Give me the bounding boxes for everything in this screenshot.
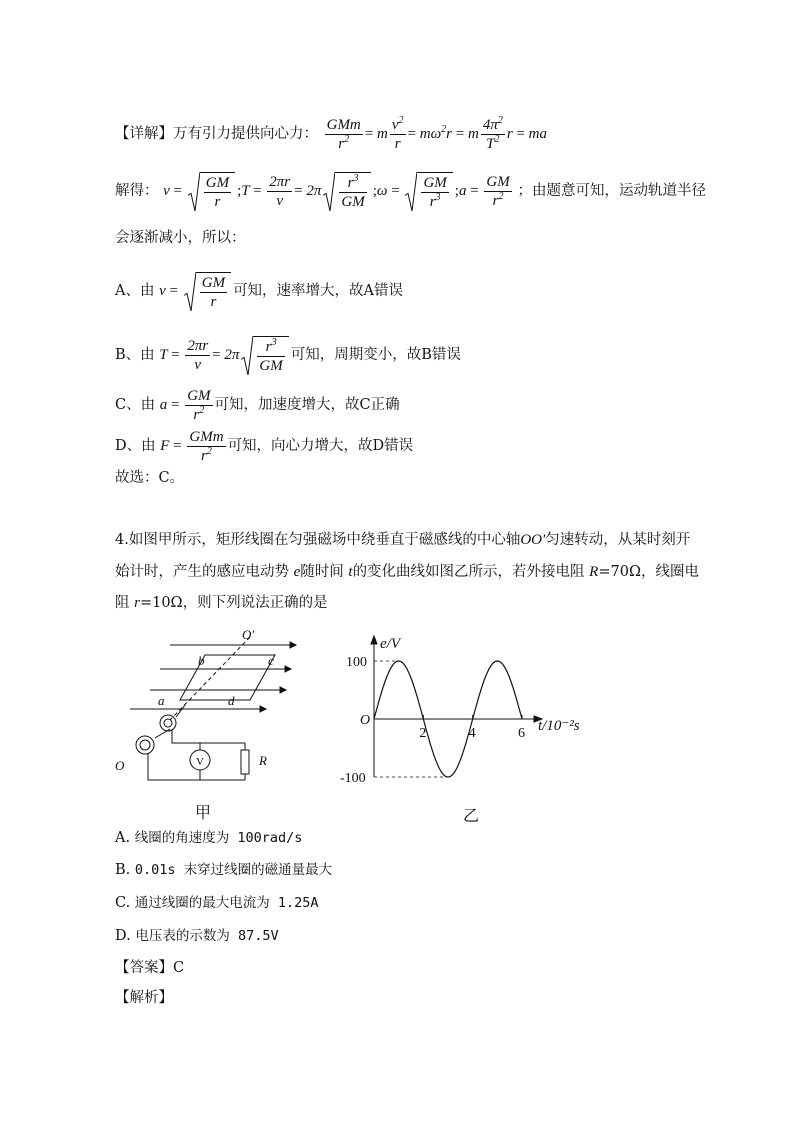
- analysis-a: A、由 v = $\frac{GM}{r}$ 可知，速率增大，故A错误: [115, 272, 403, 311]
- x-tick-2: 2: [419, 726, 427, 741]
- choice-b[interactable]: B. 0.01s 末穿过线圈的磁通量最大: [115, 862, 333, 878]
- label-r: R: [259, 753, 267, 768]
- y-tick-neg-100: -100: [340, 771, 366, 782]
- label-voltmeter: V: [196, 756, 204, 768]
- choice-d[interactable]: D. 电压表的示数为 87.5V: [115, 928, 279, 944]
- figure-b-caption: 乙: [463, 806, 480, 825]
- solve-continuation: 会逐渐减小，所以：: [115, 230, 246, 246]
- choice-c[interactable]: C. 通过线圈的最大电流为 1.25A: [115, 895, 319, 911]
- detail-formula: $\frac{\text{GMm}}{r^2}$ = m $\frac{v^2}{r}$ = $m\omega^2r = m$ $\frac{4\pi^2}{T^2}$ r = ma: [326, 115, 547, 152]
- solve-prefix: 解得：: [115, 182, 159, 199]
- chart-ylabel: e/V: [380, 636, 400, 652]
- question-line-3: 阻 r=10Ω，则下列说法正确的是: [115, 595, 328, 611]
- solve-formula: v = $\frac{GM}{r}$ ;T = $\frac{2\pi r}{v}$ = 2π $\frac{r^3}{GM}$ ;ω = $\frac{GM}{r^3}$ ;a = $\frac{GM}{r^2}$: [163, 173, 510, 210]
- detail-line: [115, 116, 547, 153]
- label-c: c: [268, 653, 274, 668]
- question-line-1: 4.如图甲所示，矩形线圈在匀强磁场中绕垂直于磁感线的中心轴OO′匀速转动，从某时刻开: [115, 532, 691, 548]
- solve-suffix: ；由题意可知，运动轨道半径: [517, 182, 706, 199]
- choice-a[interactable]: A. 线圈的角速度为 100rad/s: [115, 830, 303, 846]
- choose-line: 故选：C。: [115, 470, 185, 486]
- answer-value: C: [173, 960, 185, 976]
- question-line-2: 始计时，产生的感应电动势 e随时间 t的变化曲线如图乙所示，若外接电阻 R=70Ω，线圈电: [115, 564, 699, 580]
- label-b: b: [198, 653, 205, 668]
- analysis-d: D、由 F = $\frac{\text{GMm}}{r^2}$ 可知，向心力增大，故D错误: [115, 429, 414, 464]
- detail-prefix: 【详解】: [115, 125, 173, 142]
- analysis-c: C、由 a = $\frac{GM}{r^2}$ 可知，加速度增大，故C正确: [115, 388, 400, 423]
- figure-a-caption: 甲: [195, 803, 212, 822]
- label-o: O: [115, 758, 125, 773]
- solve-line: [115, 172, 706, 211]
- analysis-b: B、由 T = $\frac{2\pi r}{v}$ = 2π $\frac{r^3}{GM}$ 可知，周期变小，故B错误: [115, 337, 461, 374]
- analysis-heading: 【解析】: [115, 990, 173, 1006]
- y-tick-100: 100: [346, 655, 367, 670]
- label-d: d: [228, 693, 235, 708]
- label-a: a: [158, 693, 165, 708]
- chart-xlabel: t/10⁻²s: [538, 718, 580, 734]
- figure-a-coil-diagram: [110, 625, 300, 785]
- figure-b-emf-chart: [338, 632, 598, 782]
- detail-text: 万有引力提供向心力：: [173, 125, 318, 142]
- x-tick-6: 6: [518, 726, 525, 741]
- answer-line: 【答案】C: [115, 960, 185, 976]
- x-tick-4: 4: [468, 726, 476, 741]
- chart-origin: O: [360, 713, 371, 728]
- label-o-prime: O′: [242, 627, 255, 642]
